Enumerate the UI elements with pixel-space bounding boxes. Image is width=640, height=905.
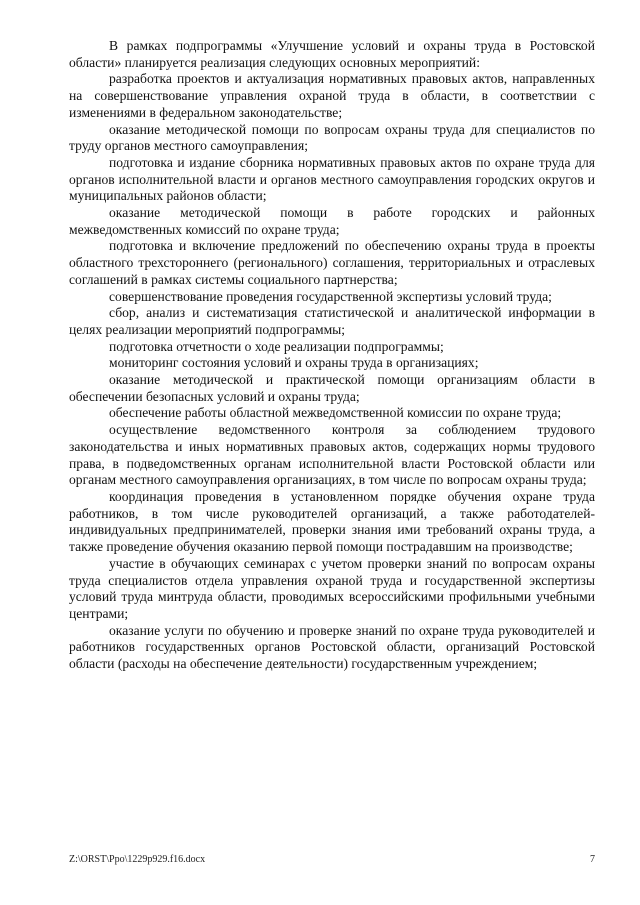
document-body: [69, 38, 595, 673]
paragraph-intro: В рамках подпрограммы «Улучшение условий и охраны труда в Ростовской области» планируется реализация следующих основных мероприятий:: [69, 38, 595, 70]
paragraph-item: подготовка и включение предложений по обеспечению охраны труда в проекты областного трехстороннего (регионального) соглашения, территориальных и отраслевых соглашений в рамках системы социального партнерства;: [69, 238, 595, 287]
paragraph-item: разработка проектов и актуализация нормативных правовых актов, направленных на совершенствование управления охраной труда в области, в соответствии с изменениями в федеральном законодательстве;: [69, 71, 595, 120]
paragraph-item: мониторинг состояния условий и охраны труда в организациях;: [109, 355, 479, 371]
paragraph-item: обеспечение работы областной межведомственной комиссии по охране труда;: [109, 405, 562, 421]
paragraph-item: подготовка и издание сборника нормативных правовых актов по охране труда для органов исполнительной власти и органов местного самоуправления городских округов и муниципальных районов области;: [69, 154, 595, 204]
paragraph-item: подготовка отчетности о ходе реализации подпрограммы;: [109, 338, 444, 354]
paragraph-item: оказание методической помощи по вопросам охраны труда для специалистов по труду органов местного самоуправления;: [69, 121, 595, 154]
paragraph-item: участие в обучающих семинарах с учетом проверки знаний по вопросам охраны труда специалистов отдела управления охраной труда и государственной экспертизы условий труда минтруда области, проводимых всероссийскими профильными учебными центрами;: [69, 555, 595, 621]
paragraph-item: сбор, анализ и систематизация статистической и аналитической информации в целях реализации мероприятий подпрограммы;: [69, 305, 595, 337]
footer-page-number: 7: [590, 854, 595, 865]
paragraph-item: оказание услуги по обучению и проверке знаний по охране труда руководителей и работников государственных органов Ростовской области, организаций Ростовской области (расходы на обеспечение деятельности) государственным учреждением;: [69, 622, 595, 672]
footer-file-path: Z:\ORST\Ppo\1229p929.f16.docx: [69, 854, 206, 865]
paragraph-item: оказание методической помощи в работе городских и районных межведомственных комиссий по охране труда;: [69, 205, 595, 237]
paragraph-item: координация проведения в установленном порядке обучения охране труда работников, в том числе руководителей организаций, а также работодателей-индивидуальных предпринимателей, проверки знания ими требований охраны труда, а также проведение обучения оказанию первой помощи пострадавшим на производстве;: [69, 488, 595, 555]
paragraph-item: осуществление ведомственного контроля за соблюдением трудового законодательства и иных нормативных правовых актов, содержащих нормы трудового права, в подведомственных органам исполнительной власти Ростовской области или органам местного самоуправления организациях, в том числе по вопросам охраны труда;: [69, 422, 595, 488]
paragraph-item: совершенствование проведения государственной экспертизы условий труда;: [109, 288, 552, 304]
paragraph-item: оказание методической и практической помощи организациям области в обеспечении безопасных условий и охраны труда;: [69, 372, 595, 404]
